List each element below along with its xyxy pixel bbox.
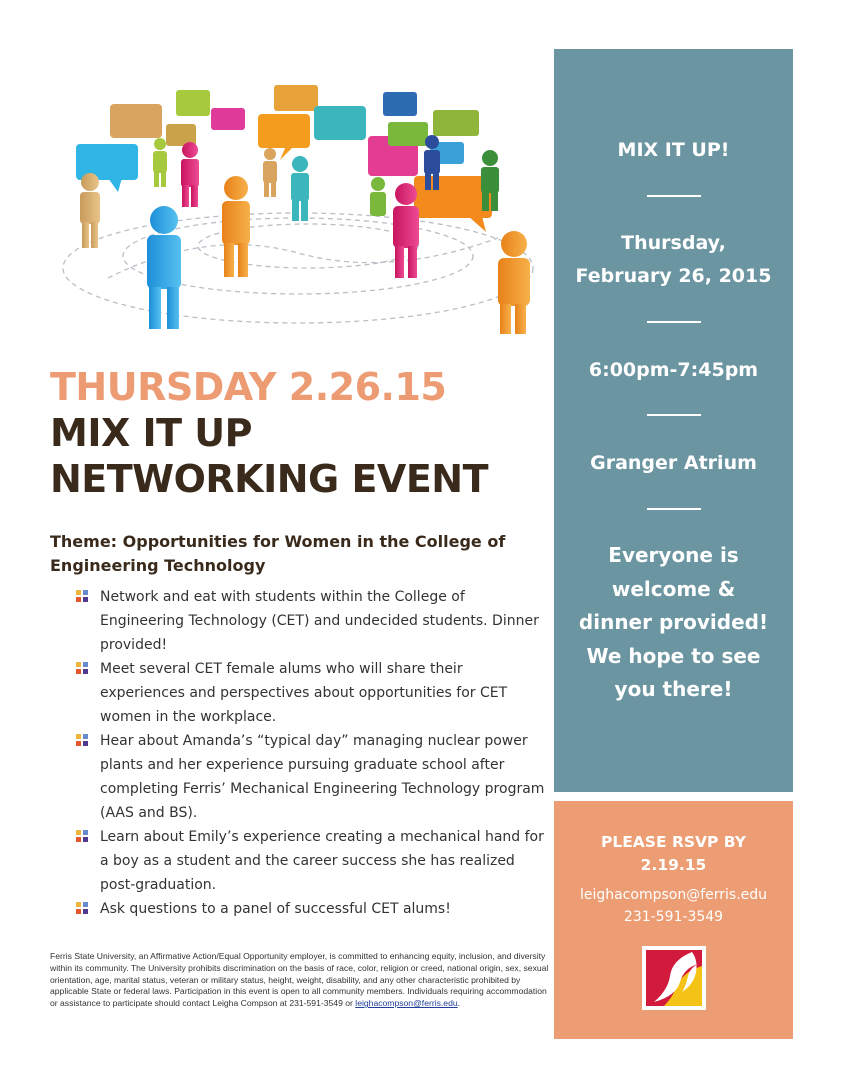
event-theme: Theme: Opportunities for Women in the College of Engineering Technology xyxy=(50,532,506,575)
list-item xyxy=(74,585,549,657)
rsvp-deadline: 2.19.15 xyxy=(640,856,707,874)
people-figures xyxy=(80,135,530,334)
rsvp-heading-line: PLEASE RSVP BY xyxy=(600,833,746,851)
list-item-text: Hear about Amanda’s “typical day” managing nuclear power plants and her experience pursuing graduate school after completing Ferris’ Mechanical Engineering Technology program (AAS and BS). xyxy=(100,733,545,821)
list-item xyxy=(74,897,549,921)
bullet-square-icon xyxy=(74,660,90,676)
rsvp-contact xyxy=(554,884,793,928)
bullet-square-icon xyxy=(74,900,90,916)
list-item xyxy=(74,657,549,729)
disclaimer-text xyxy=(50,951,550,1010)
event-highlights-list xyxy=(74,585,549,921)
event-day: Thursday, xyxy=(621,232,726,254)
welcome-line: dinner provided! xyxy=(578,610,769,634)
divider xyxy=(647,508,701,510)
event-headline xyxy=(50,364,550,502)
list-item-text: Meet several CET female alums who will share their experiences and perspectives about opportunities for CET women in the workplace. xyxy=(100,661,508,725)
ferris-flame-logo xyxy=(642,946,706,1010)
networking-illustration xyxy=(48,78,544,336)
welcome-line: welcome & xyxy=(611,576,736,601)
divider xyxy=(647,414,701,416)
event-date: February 26, 2015 xyxy=(575,265,772,287)
rsvp-email[interactable]: leighacompson@ferris.edu xyxy=(579,887,768,903)
bullet-square-icon xyxy=(74,588,90,604)
list-item-text: Ask questions to a panel of successful CET alums! xyxy=(100,901,451,917)
disclaimer-end: . xyxy=(457,998,461,1009)
welcome-message xyxy=(554,539,793,707)
welcome-line: Everyone is xyxy=(608,543,739,567)
contact-email-link[interactable]: leighacompson@ferris.edu xyxy=(355,998,458,1009)
divider xyxy=(647,321,701,323)
list-item-text: Learn about Emily’s experience creating a mechanical hand for a boy as a student and the career success she has realized post-graduation. xyxy=(100,829,544,893)
list-item xyxy=(74,729,549,825)
bullet-square-icon xyxy=(74,828,90,844)
headline-date: THURSDAY 2.26.15 xyxy=(50,365,447,409)
event-location: Granger Atrium xyxy=(590,452,757,474)
headline-title-1: MIX IT UP xyxy=(50,411,252,455)
sidebar-title: MIX IT UP! xyxy=(617,139,730,161)
headline-title-2: NETWORKING EVENT xyxy=(50,457,489,501)
list-item xyxy=(74,825,549,897)
event-time: 6:00pm-7:45pm xyxy=(588,359,759,381)
disclaimer-body: Ferris State University, an Affirmative Action/Equal Opportunity employer, is committed to enhancing equity, inclusion, and diversity within its community. The University prohibits discrimination on the basis of race, color, religion or creed, national origin, sex, sexual orientation, age, marital status, veteran or military status, height, weight, disability, and any other characteristic prohibited by applicable State or federal laws. Participation in this event is open to all community members. Individuals requiring accommodation or assistance to participate should contact Leigha Compson at 231-591-3549 or xyxy=(50,951,549,1009)
bullet-square-icon xyxy=(74,732,90,748)
list-item-text: Network and eat with students within the College of Engineering Technology (CET) and undecided students. Dinner provided! xyxy=(100,589,539,653)
event-details-sidebar xyxy=(554,49,793,792)
rsvp-phone: 231-591-3549 xyxy=(623,909,724,925)
rsvp-heading xyxy=(554,831,793,877)
rsvp-box xyxy=(554,801,793,1039)
welcome-line: you there! xyxy=(614,677,733,701)
welcome-line: We hope to see xyxy=(586,643,761,668)
divider xyxy=(647,195,701,197)
